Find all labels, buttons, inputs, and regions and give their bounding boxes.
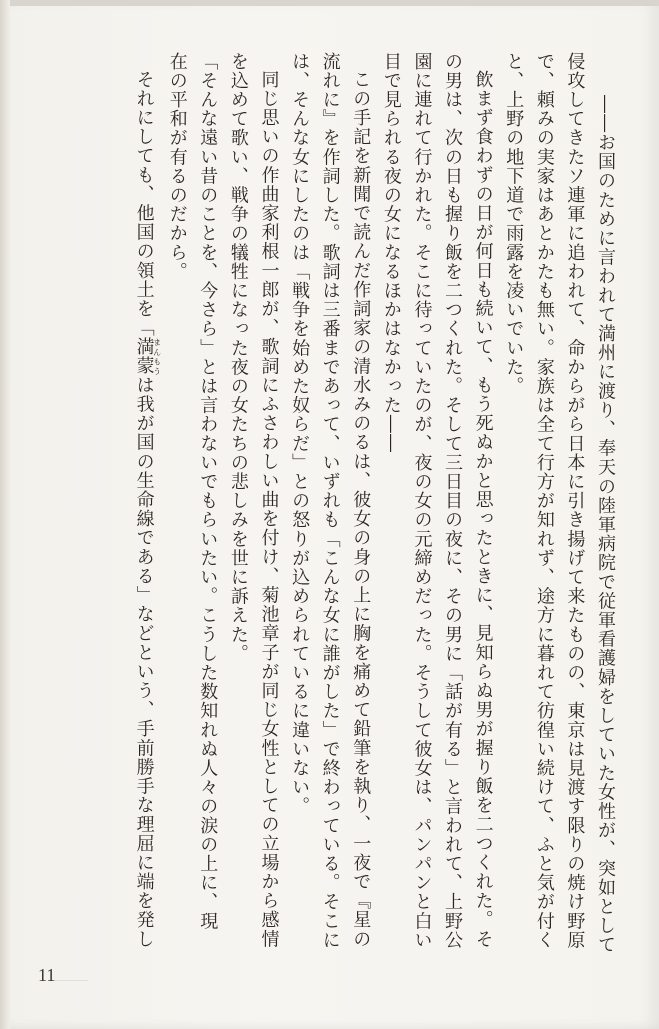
- ruby-reading: まんもう: [152, 337, 162, 376]
- text-line-10: 流れに』を作詞した。歌詞は三番まであって、いずれも「こんな女に誰がした」で終わっている。そこに: [319, 52, 341, 950]
- text-line-15: 在の平和が有るのだから。: [166, 52, 188, 282]
- ruby-manmou: [133, 337, 162, 376]
- text-line-8: 目で見られる夜の女になるほかはなかった――: [380, 52, 402, 454]
- text-line-11: は、そんな女にしたのは「戦争を始めた奴らだ」との怒りが込められているに違いない。: [289, 52, 311, 816]
- page-top-edge: [0, 0, 659, 6]
- text-line-9: この手記を新聞で読んだ作詞家の清水みのるは、彼女の身の上に胸を痛めて鉛筆を執り、一夜で『星の: [350, 70, 372, 949]
- text-line-16-after: は我が国の生命線である」などという、手前勝手な理屈に端を発し: [133, 375, 155, 949]
- text-line-12: 同じ思いの作曲家利根一郎が、歌詞にふさわしい曲を付け、菊池章子が同じ女性としての立場から感情: [258, 70, 280, 949]
- text-line-1: ――お国のために言われて満州に渡り、奉天の陸軍病院で従軍看護婦をしていた女性が、突如として: [595, 95, 616, 955]
- text-line-14: 「そんな遠い昔のことを、今さら」とは言わないでもらいたい。こうした数知れぬ人々の涙の上に、現: [197, 52, 219, 931]
- page-number: 11: [38, 965, 56, 985]
- page-gutter: [0, 0, 10, 1029]
- text-line-5: 飲まず食わずの日が何日も続いて、もう死ぬかと思ったときに、見知らぬ男が握り飯を二つくれた。そ: [472, 70, 494, 949]
- text-line-13: を込めて歌い、戦争の犠牲になった夜の女たちの悲しみを世に訴えた。: [227, 52, 249, 664]
- text-line-16: [128, 52, 161, 982]
- ruby-base: 満蒙: [133, 337, 155, 376]
- text-line-7: 園に連れて行かれた。そこに待っていたのが、夜の女の元締めだった。そうして彼女は、パンパンと白い: [411, 52, 433, 950]
- text-line-6: の男は、次の日も握り飯を二つくれた。そして三日目の夜に、その男に「話が有る」と言われて、上野公: [442, 52, 464, 950]
- text-line-3: で、頼みの実家はあとかたも無い。家族は全て行方が知れず、途方に暮れて彷徨い続けて、ふと気が付く: [533, 52, 555, 950]
- text-line-4: と、上野の地下道で雨露を凌いでいた。: [503, 52, 525, 396]
- vertical-text-block: [72, 52, 620, 982]
- text-line-16-before: それにしても、他国の領土を「: [133, 70, 155, 338]
- text-line-2: 侵攻してきたソ連軍に追われて、命からがら日本に引き揚げて来たものの、東京は見渡す限りの焼け野原: [564, 52, 586, 950]
